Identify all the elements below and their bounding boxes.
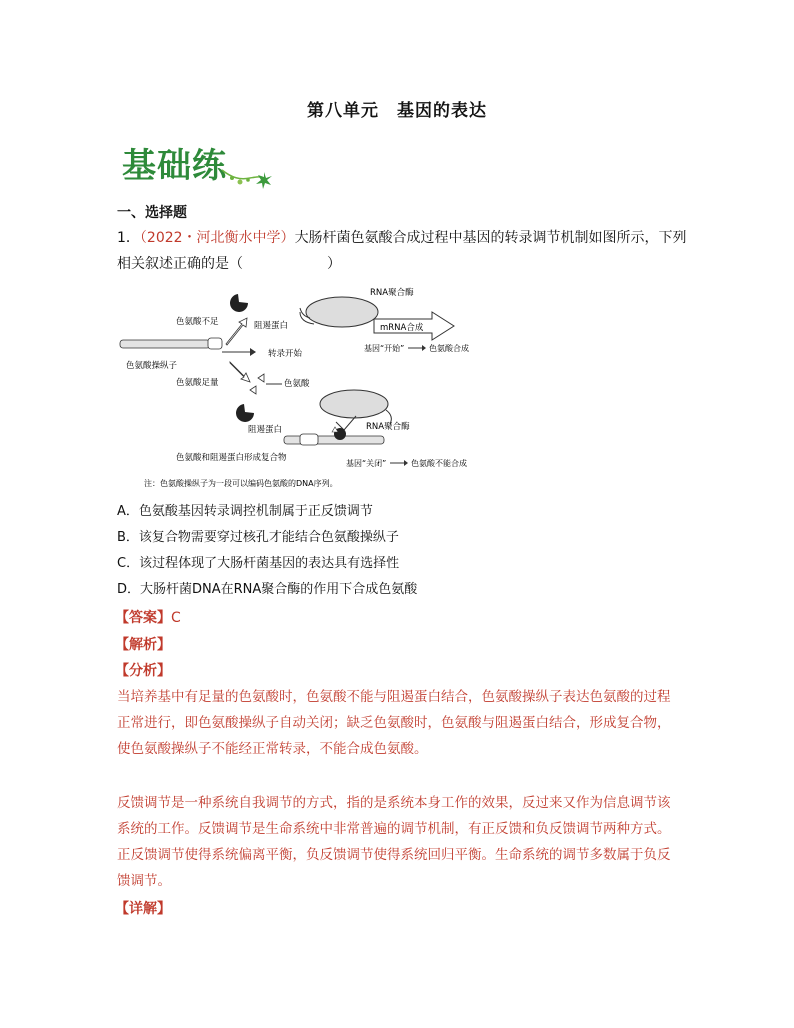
analysis-tag: 【解析】 (115, 637, 171, 653)
label-rna-pol-top: RNA聚合酶 (370, 288, 414, 298)
para2-line-2: 系统的工作。反馈调节是生命系统中非常普遍的调节机制，有正反馈和负反馈调节两种方式。 (117, 821, 671, 837)
question-text-1: 大肠杆菌色氨酸合成过程中基因的转录调节机制如图所示，下列 (294, 230, 687, 246)
label-rna-pol-bottom: RNA聚合酶 (366, 422, 410, 432)
para1-line-1: 当培养基中有足量的色氨酸时，色氨酸不能与阻遏蛋白结合，色氨酸操纵子表达色氨酸的过程 (117, 689, 671, 705)
label-gene-on: 基因“开始” (364, 344, 405, 353)
para1-line-3: 使色氨酸操纵子不能经正常转录，不能合成色氨酸。 (117, 741, 428, 757)
option-c: C．该过程体现了大肠杆菌基因的表达具有选择性 (117, 556, 400, 571)
question-line-1 (117, 228, 687, 248)
question-source: （2022・河北衡水中学） (139, 230, 295, 246)
question-number: 1． (117, 230, 140, 246)
label-trp: 色氨酸 (284, 379, 310, 389)
para1-line-2: 正常进行，即色氨酸操纵子自动关闭；缺乏色氨酸时，色氨酸与阻遏蛋白结合，形成复合物， (117, 715, 671, 731)
label-trp-no-synth: 色氨酸不能合成 (411, 459, 467, 468)
label-gene-off: 基因“关闭” (346, 459, 387, 468)
repressor-bottom-icon (236, 404, 254, 422)
para2-line-3: 正反馈调节使得系统偏离平衡，负反馈调节使得系统回归平衡。生命系统的调节多数属于负反 (117, 847, 671, 863)
label-repressor-top: 阻遏蛋白 (254, 321, 289, 331)
label-trp-enough: 色氨酸足量 (176, 378, 219, 388)
label-transcription-start: 转录开始 (268, 349, 303, 359)
vine-decoration-icon (114, 134, 274, 190)
detail-tag: 【详解】 (115, 901, 171, 917)
label-trp-synth: 色氨酸合成 (429, 344, 469, 353)
answer-row (115, 607, 181, 627)
section-heading: 一、选择题 (117, 205, 187, 221)
rna-polymerase-top-icon (300, 297, 378, 327)
label-repressor-bottom: 阻遏蛋白 (248, 425, 283, 435)
fenxi-tag: 【分析】 (115, 663, 171, 679)
label-trp-lack: 色氨酸不足 (176, 317, 219, 327)
page-title: 第八单元 基因的表达 (307, 101, 487, 121)
option-a: A．色氨酸基因转录调控机制属于正反馈调节 (117, 504, 373, 519)
answer-value: C (171, 610, 181, 626)
option-d: D．大肠杆菌DNA在RNA聚合酶的作用下合成色氨酸 (117, 582, 418, 597)
dna-top (120, 340, 210, 348)
trp-operon-diagram (118, 282, 474, 494)
rna-polymerase-bottom-icon (320, 390, 388, 418)
logo-text: 基础练 (122, 146, 227, 186)
label-operon: 色氨酸操纵子 (126, 361, 178, 371)
label-complex: 色氨酸和阻遏蛋白形成复合物 (176, 453, 287, 463)
label-mrna: mRNA合成 (380, 323, 424, 333)
para2-line-4: 馈调节。 (117, 873, 171, 889)
para2-line-1: 反馈调节是一种系统自我调节的方式，指的是系统本身工作的效果，反过来又作为信息调节该 (117, 795, 671, 811)
option-b: B．该复合物需要穿过核孔才能结合色氨酸操纵子 (117, 530, 399, 545)
diagram-note: 注：色氨酸操纵子为一段可以编码色氨酸的DNA序列。 (144, 479, 338, 488)
answer-tag: 【答案】 (115, 610, 171, 626)
section-logo (114, 134, 274, 190)
repressor-top-icon (230, 294, 248, 312)
dna-bottom (284, 436, 384, 444)
question-line-2: 相关叙述正确的是（ ） (117, 256, 341, 272)
